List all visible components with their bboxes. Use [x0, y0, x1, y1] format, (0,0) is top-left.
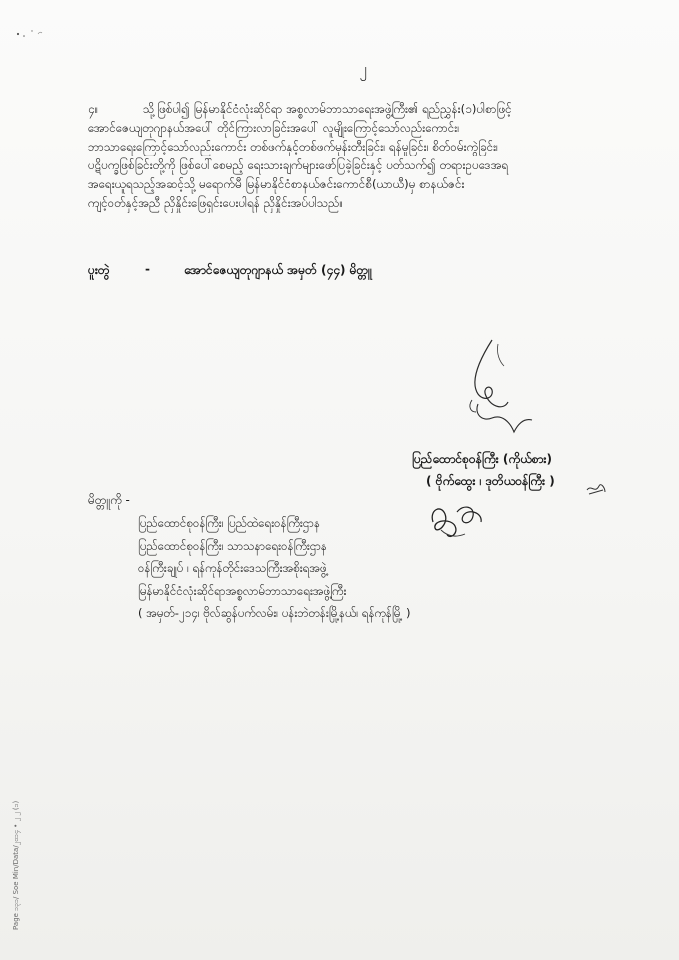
enclosure-value: အောင်ဇေယျတုဂျာနယ် အမှတ် (၄၄) မိတ္တူ	[184, 263, 372, 277]
body-paragraph	[88, 100, 628, 213]
initial-mark-icon	[585, 480, 607, 498]
copy-recipient: ( အမှတ်-၂၁၄၊ ဗိုလ်ဆွန်ပက်လမ်း၊ ပန်းဘဲတန်းမြို့နယ်၊ ရန်ကုန်မြို့ )	[138, 606, 411, 620]
copy-recipient: မြန်မာနိုင်ငံလုံးဆိုင်ရာအစ္စလာမ်ဘာသာရေးအဖွဲ့ကြီး	[138, 583, 347, 598]
margin-file-reference: Page ၁၃၁/ Soe Min/Data/၂၀၁၄ • ၂ ၂ (၁)	[12, 800, 20, 930]
paragraph-line: ကျင့်ဝတ်နှင့်အညီ ညှိနှိုင်းဖြေရှင်းပေးပါရန် ညှိနှိုင်းအပ်ပါသည်။	[88, 195, 344, 210]
paragraph-line: ပဋိပက္ခဖြစ်ခြင်းတို့ကို ဖြစ်ပေါ်စေမည့် ရေးသားချက်များဖော်ပြခဲ့ခြင်းနှင့် ပတ်သက်၍ တရားဥပဒေအရ	[88, 158, 509, 173]
paragraph-line: ၄။ သို့ဖြစ်ပါ၍ မြန်မာနိုင်ငံလုံးဆိုင်ရာ အစ္စလာမ်ဘာသာရေးအဖွဲ့ကြီး၏ ရည်ညွှန်း(၁)ပါစာဖြင့်	[88, 100, 628, 119]
copy-recipient: ဝန်ကြီးချုပ် ၊ ရန်ကုန်တိုင်းဒေသကြီးအစိုးရအဖွဲ့	[138, 561, 327, 575]
page-number: ၂	[359, 60, 367, 78]
enclosure-label: ပူးတွဲ	[88, 263, 110, 277]
copy-recipient: ပြည်ထောင်စုဝန်ကြီး၊ သာသနာရေးဝန်ကြီးဌာန	[138, 538, 328, 553]
paragraph-line: အောင်ဇေယျတုဂျာနယ်အပေါ် တိုင်ကြားလာခြင်းအပေါ် လူမျိုးကြောင့်သော်လည်းကောင်း၊	[88, 120, 460, 135]
paragraph-number: ၄။	[88, 102, 99, 116]
copy-recipient: ပြည်ထောင်စုဝန်ကြီး၊ ပြည်ထဲရေးဝန်ကြီးဌာန	[138, 516, 321, 530]
corner-scan-marks	[10, 20, 50, 44]
copies-list	[138, 512, 578, 625]
signer-subtitle: ( ဗိုက်ထွေး ၊ ဒုတိယဝန်ကြီး )	[426, 474, 555, 488]
paragraph-line: ဘာသာရေးကြောင့်သော်လည်းကောင်း တစ်ဖက်နှင့်တစ်ဖက်မုန်းတီးခြင်း၊ ရန်မူခြင်း၊ စိတ်ဝမ်းကွဲခြင်း၊	[88, 139, 499, 154]
paragraph-line: အရေးယူရသည့်အဆင့်သို့ မရောက်မီ မြန်မာနိုင်ငံစာနယ်ဇင်းကောင်စီ(ယာယီ)မှ စာနယ်ဇင်း	[88, 177, 465, 192]
signature-icon	[448, 332, 538, 442]
enclosure-dash: -	[145, 262, 150, 276]
signer-title: ပြည်ထောင်စုဝန်ကြီး (ကိုယ်စား)	[412, 452, 552, 466]
copies-heading: မိတ္တူကို -	[88, 493, 130, 507]
